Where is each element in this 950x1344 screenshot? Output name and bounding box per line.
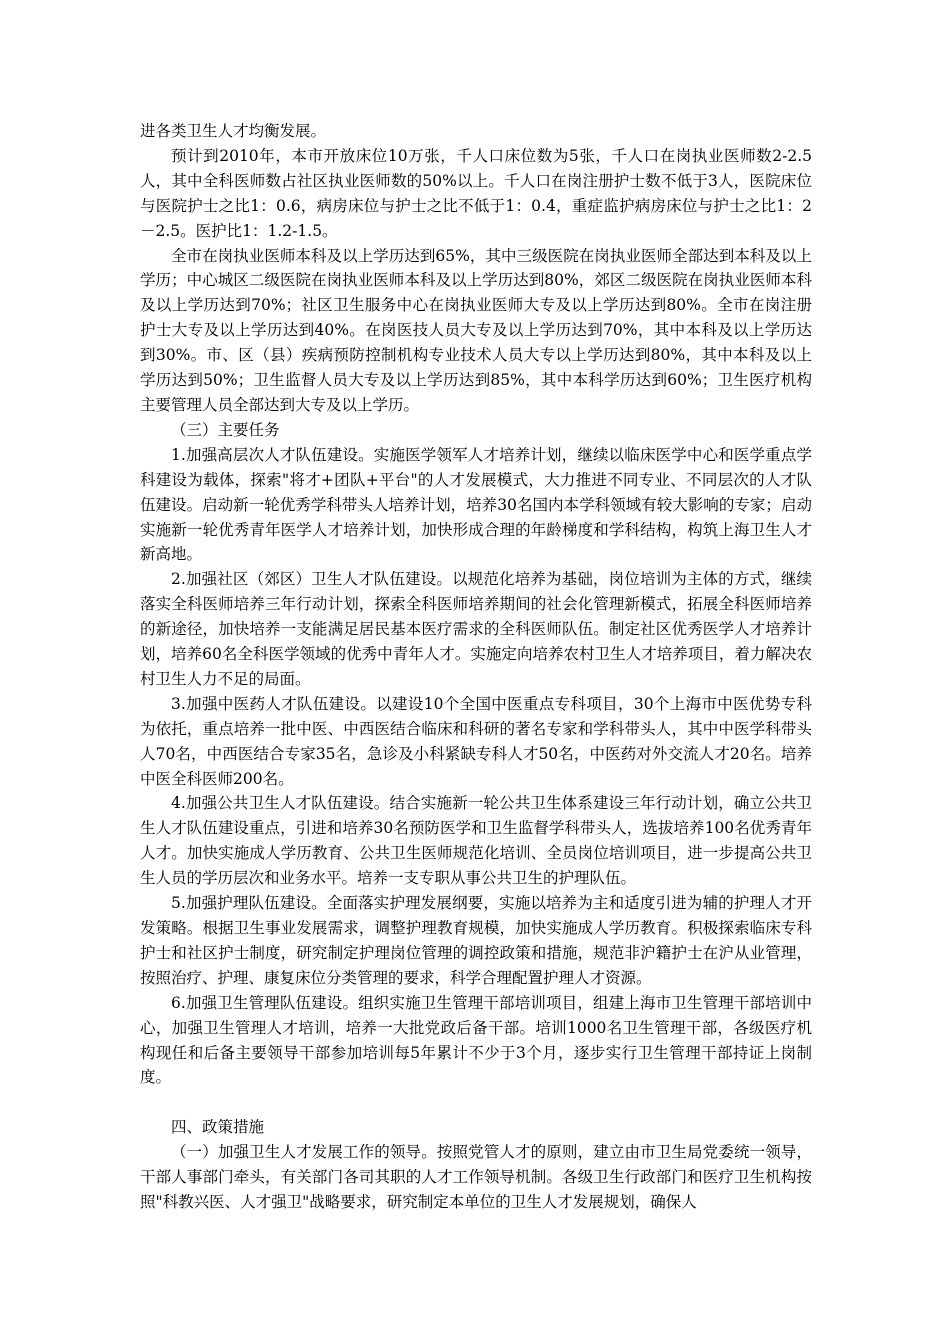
paragraph-task-4: 4.加强公共卫生人才队伍建设。结合实施新一轮公共卫生体系建设三年行动计划，确立公共卫生人才队伍建设重点，引进和培养30名预防医学和卫生监督学科带头人，选拔培养100名优秀青年人才。加快实施成人学历教育、公共卫生医师规范化培训、全员岗位培训项目，进一步提高公共卫生人员的学历层次和业务水平。培养一支专职从事公共卫生的护理队伍。 [140,794,812,888]
paragraph-task-3: 3.加强中医药人才队伍建设。以建设10个全国中医重点专科项目，30个上海市中医优势专科为依托，重点培养一批中医、中西医结合临床和科研的著名专家和学科带头人，其中中医学科带头人70名，中西医结合专家35名，急诊及小科紧缺专科人才50名，中医药对外交流人才20名。培养中医全科医师200名。 [140,694,812,788]
paragraph-task-5: 5.加强护理队伍建设。全面落实护理发展纲要，实施以培养为主和适度引进为辅的护理人才开发策略。根据卫生事业发展需求，调整护理教育规模，加快实施成人学历教育。积极探索临床专科护士和社区护士制度，研究制定护理岗位管理的调控政策和措施，规范非沪籍护士在沪从业管理，按照治疗、护理、康复床位分类管理的要求，科学合理配置护理人才资源。 [140,894,812,987]
paragraph-task-1: 1.加强高层次人才队伍建设。实施医学领军人才培养计划，继续以临床医学中心和医学重点学科建设为载体，探索"将才+团队+平台"的人才发展模式，大力推进不同专业、不同层次的人才队伍建设。启动新一轮优秀学科带头人培养计划，培养30名国内本学科领域有较大影响的专家；启动实施新一轮优秀青年医学人才培养计划，加快形成合理的年龄梯度和学科结构，构筑上海卫生人才新高地。 [140,445,812,564]
section-heading-policy-measures: 四、政策措施 [171,1118,265,1137]
paragraph-task-6: 6.加强卫生管理队伍建设。组织实施卫生管理干部培训项目，组建上海市卫生管理干部培训中心，加强卫生管理人才培训，培养一大批党政后备干部。培训1000名卫生管理干部，各级医疗机构现任和后备主要领导干部参加培训每5年累计不少于3个月，逐步实行卫生管理干部持证上岗制度。 [140,993,812,1087]
section-heading-main-tasks: （三）主要任务 [171,420,280,439]
paragraph-education-targets: 全市在岗执业医师本科及以上学历达到65%，其中三级医院在岗执业医师全部达到本科及以上学历；中心城区二级医院在岗执业医师本科及以上学历达到80%，郊区二级医院在岗执业医师本科及以上学历达到70%；社区卫生服务中心在岗执业医师大专及以上学历达到80%。全市在岗注册护士大专及以上学历达到40%。在岗医技人员大专及以上学历达到70%，其中本科及以上学历达到30%。市、区（县）疾病预防控制机构专业技术人员大专以上学历达到80%，其中本科及以上学历达到50%；卫生监督人员大专及以上学历达到85%，其中本科学历达到60%；卫生医疗机构主要管理人员全部达到大专及以上学历。 [140,246,812,414]
paragraph-policy-1: （一）加强卫生人才发展工作的领导。按照党管人才的原则，建立由市卫生局党委统一领导，干部人事部门牵头，有关部门各司其职的人才工作领导机制。各级卫生行政部门和医疗卫生机构按照"科教兴医、人才强卫"战略要求，研究制定本单位的卫生人才发展规划，确保人 [140,1143,812,1212]
section-spacer [140,1090,812,1115]
paragraph-task-2: 2.加强社区（郊区）卫生人才队伍建设。以规范化培养为基础，岗位培训为主体的方式，继续落实全科医师培养三年行动计划，探索全科医师培养期间的社会化管理新模式，拓展全科医师培养的新途径，加快培养一支能满足居民基本医疗需求的全科医师队伍。制定社区优秀医学人才培养计划，培养60名全科医学领域的优秀中青年人才。实施定向培养农村卫生人才培养项目，着力解决农村卫生人力不足的局面。 [140,570,812,688]
paragraph-bed-targets: 预计到2010年，本市开放床位10万张，千人口床位数为5张，千人口在岗执业医师数2-2.5人，其中全科医师数占社区执业医师数的50%以上。千人口在岗注册护士数不低于3人，医院床位与医院护士之比1：0.6，病房床位与护士之比不低于1：0.4，重症监护病房床位与护士之比1：2－2.5。医护比1：1.2-1.5。 [140,146,812,240]
paragraph-continuation: 进各类卫生人才均衡发展。 [140,122,327,140]
document-page [140,119,812,1215]
